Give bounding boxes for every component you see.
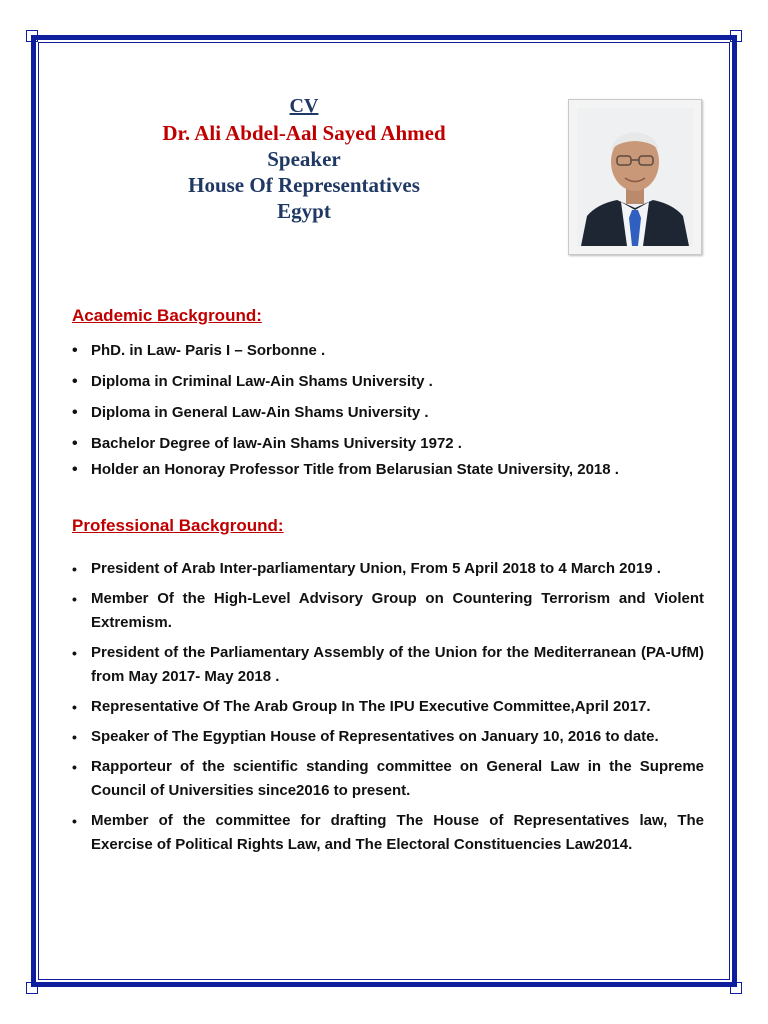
academic-background-heading: Academic Background: — [72, 306, 262, 325]
person-country: Egypt — [277, 199, 331, 223]
list-item: • Representative Of The Arab Group In The IPU Executive Committee,April 2017. — [72, 695, 704, 719]
list-item: • Speaker of The Egyptian House of Representatives on January 10, 2016 to date. — [72, 725, 704, 749]
professional-list — [72, 557, 704, 863]
portrait-icon — [577, 108, 693, 246]
list-item: • Bachelor Degree of law-Ain Shams University 1972 . — [72, 432, 712, 458]
border-corner-ornament — [730, 982, 742, 994]
border-corner-ornament — [26, 982, 38, 994]
person-position: Speaker — [267, 147, 341, 171]
person-institution: House Of Representatives — [188, 173, 420, 197]
professional-background-heading: Professional Background: — [72, 516, 284, 535]
portrait-photo — [568, 99, 702, 255]
list-item: • PhD. in Law- Paris I – Sorbonne . — [72, 339, 712, 370]
border-corner-ornament — [26, 30, 38, 42]
list-item: • Rapporteur of the scientific standing committee on General Law in the Supreme Council of Universities since2016 to present. — [72, 755, 704, 803]
list-item: • Diploma in Criminal Law-Ain Shams University . — [72, 370, 712, 401]
cv-title: CV — [289, 95, 319, 117]
list-item: • President of Arab Inter-parliamentary Union, From 5 April 2018 to 4 March 2019 . — [72, 557, 704, 581]
list-item: • Member of the committee for drafting The House of Representatives law, The Exercise of Political Rights Law, and The Electoral Constituencies Law2014. — [72, 809, 704, 857]
list-item: • Diploma in General Law-Ain Shams University . — [72, 401, 712, 432]
person-name: Dr. Ali Abdel-Aal Sayed Ahmed — [162, 121, 446, 145]
academic-list — [72, 339, 712, 489]
list-item: • Holder an Honoray Professor Title from Belarusian State University, 2018 . — [72, 458, 712, 489]
border-corner-ornament — [730, 30, 742, 42]
list-item: • Member Of the High-Level Advisory Group on Countering Terrorism and Violent Extremism. — [72, 587, 704, 635]
list-item: • President of the Parliamentary Assembly of the Union for the Mediterranean (PA-UfM) from May 2017- May 2018 . — [72, 641, 704, 689]
cv-header — [100, 92, 508, 224]
